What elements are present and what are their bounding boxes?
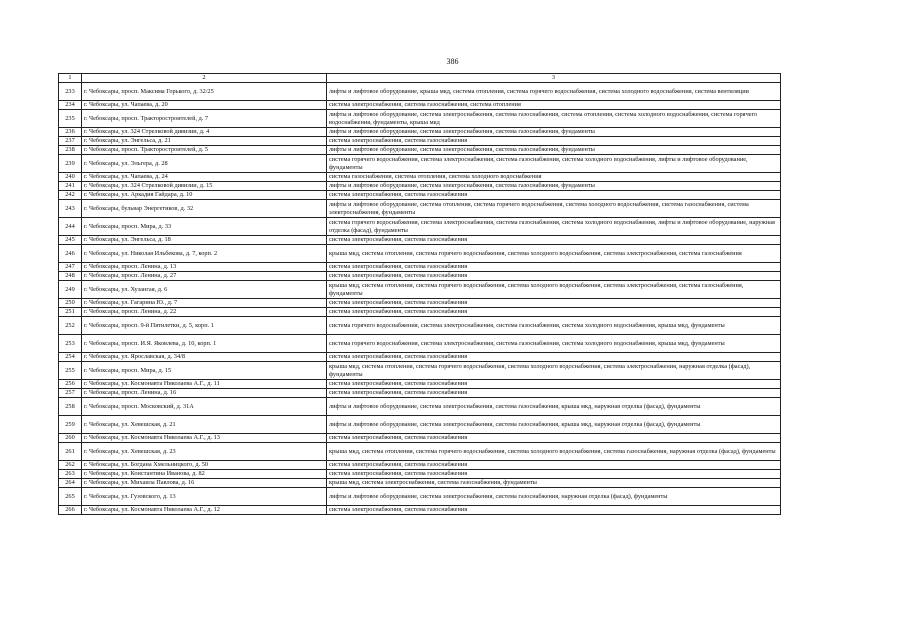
address-cell: г. Чебоксары, ул. Космонавта Николаева А.Г., д. 11 <box>82 380 327 389</box>
systems-cell: крыша мкд, система отопления, система горячего водоснабжения, система холодного водоснабжения, система газоснабжения, наружная отделка (фасад), фундаменты <box>327 443 781 461</box>
table-row <box>59 200 781 218</box>
address-cell: г. Чебоксары, просп. Ленина, д. 16 <box>82 389 327 398</box>
systems-cell: система электроснабжения, система газоснабжения <box>327 308 781 317</box>
row-number-cell: 251 <box>59 308 82 317</box>
row-number-cell: 254 <box>59 353 82 362</box>
row-number-cell: 266 <box>59 506 82 515</box>
row-number-cell: 233 <box>59 83 82 101</box>
row-number-cell: 263 <box>59 470 82 479</box>
address-cell: г. Чебоксары, ул. Энгельса, д. 18 <box>82 236 327 245</box>
table-row <box>59 281 781 299</box>
systems-cell: система горячего водоснабжения, система электроснабжения, система газоснабжения, система холодного водоснабжения, крыша мкд, фундаменты <box>327 335 781 353</box>
address-cell: г. Чебоксары, просп. Ленина, д. 27 <box>82 272 327 281</box>
row-number-cell: 241 <box>59 182 82 191</box>
address-cell: г. Чебоксары, просп. Московский, д. 31А <box>82 398 327 416</box>
row-number-cell: 244 <box>59 218 82 236</box>
systems-cell: крыша мкд, система отопления, система горячего водоснабжения, система холодного водоснабжения, система электроснабжения, система газоснабжения, фундаменты <box>327 281 781 299</box>
address-cell: г. Чебоксары, просп. Максима Горького, д. 32/25 <box>82 83 327 101</box>
row-number-cell: 262 <box>59 461 82 470</box>
address-cell: г. Чебоксары, ул. Гузовского, д. 13 <box>82 488 327 506</box>
address-cell: г. Чебоксары, ул. Чапаева, д. 20 <box>82 101 327 110</box>
address-cell: г. Чебоксары, просп. Тракторостроителей, д. 5 <box>82 146 327 155</box>
table-row <box>59 362 781 380</box>
row-number-cell: 248 <box>59 272 82 281</box>
address-cell: г. Чебоксары, просп. 9-й Пятилетки, д. 5, корп. 1 <box>82 317 327 335</box>
table-row <box>59 245 781 263</box>
row-number-cell: 255 <box>59 362 82 380</box>
table-row <box>59 470 781 479</box>
table-row <box>59 353 781 362</box>
row-number-cell: 264 <box>59 479 82 488</box>
address-cell: г. Чебоксары, просп. Ленина, д. 22 <box>82 308 327 317</box>
row-number-cell: 265 <box>59 488 82 506</box>
table-row <box>59 101 781 110</box>
address-cell: г. Чебоксары, ул. Ярославская, д. 34/8 <box>82 353 327 362</box>
header-cell-systems: 3 <box>327 74 781 83</box>
address-cell: г. Чебоксары, ул. Хевешская, д. 23 <box>82 443 327 461</box>
address-cell: г. Чебоксары, ул. Гагарина Ю., д. 7 <box>82 299 327 308</box>
row-number-cell: 260 <box>59 434 82 443</box>
table-row <box>59 380 781 389</box>
address-cell: г. Чебоксары, ул. Энгельса, д. 21 <box>82 137 327 146</box>
systems-cell: система горячего водоснабжения, система электроснабжения, система газоснабжения, система холодного водоснабжения, лифты и лифтовое оборудование, наружная отделка (фасад), фундаменты <box>327 218 781 236</box>
table-row <box>59 110 781 128</box>
systems-cell: система электроснабжения, система газоснабжения <box>327 137 781 146</box>
table-row <box>59 434 781 443</box>
systems-cell: система электроснабжения, система газоснабжения <box>327 389 781 398</box>
address-cell: г. Чебоксары, просп. Тракторостроителей, д. 7 <box>82 110 327 128</box>
table-row <box>59 416 781 434</box>
systems-cell: лифты и лифтовое оборудование, крыша мкд, система отопления, система горячего водоснабжения, система холодного водоснабжения, система вентиляции <box>327 83 781 101</box>
systems-cell: система электроснабжения, система газоснабжения <box>327 461 781 470</box>
table-row <box>59 317 781 335</box>
row-number-cell: 246 <box>59 245 82 263</box>
table-row <box>59 488 781 506</box>
table-row <box>59 308 781 317</box>
address-cell: г. Чебоксары, бульвар Энергетиков, д. 32 <box>82 200 327 218</box>
row-number-cell: 257 <box>59 389 82 398</box>
systems-cell: система горячего водоснабжения, система электроснабжения, система газоснабжения, система холодного водоснабжения, крыша мкд, фундаменты <box>327 317 781 335</box>
systems-cell: система электроснабжения, система газоснабжения <box>327 263 781 272</box>
table-row <box>59 191 781 200</box>
row-number-cell: 239 <box>59 155 82 173</box>
address-cell: г. Чебоксары, ул. Константина Иванова, д. 82 <box>82 470 327 479</box>
address-cell: г. Чебоксары, ул. Космонавта Николаева А.Г., д. 12 <box>82 506 327 515</box>
systems-cell: система электроснабжения, система газоснабжения, система отопления <box>327 101 781 110</box>
table-row <box>59 146 781 155</box>
address-cell: г. Чебоксары, ул. Чапаева, д. 24 <box>82 173 327 182</box>
address-cell: г. Чебоксары, ул. Богдана Хмельницкого, д. 50 <box>82 461 327 470</box>
address-cell: г. Чебоксары, просп. Мира, д. 15 <box>82 362 327 380</box>
table-row <box>59 272 781 281</box>
buildings-table <box>58 73 781 515</box>
address-cell: г. Чебоксары, ул. Николая Ильбекова, д. 7, корп. 2 <box>82 245 327 263</box>
table-row <box>59 83 781 101</box>
address-cell: г. Чебоксары, ул. Аркадия Гайдара, д. 10 <box>82 191 327 200</box>
row-number-cell: 256 <box>59 380 82 389</box>
row-number-cell: 240 <box>59 173 82 182</box>
address-cell: г. Чебоксары, ул. Хузангая, д. 6 <box>82 281 327 299</box>
table-row <box>59 461 781 470</box>
table-row <box>59 128 781 137</box>
systems-cell: система горячего водоснабжения, система электроснабжения, система газоснабжения, система холодного водоснабжения, лифты и лифтовое оборудование, фундаменты <box>327 155 781 173</box>
address-cell: г. Чебоксары, ул. Космонавта Николаева А.Г., д. 13 <box>82 434 327 443</box>
row-number-cell: 243 <box>59 200 82 218</box>
row-number-cell: 235 <box>59 110 82 128</box>
systems-cell: лифты и лифтовое оборудование, система электроснабжения, система газоснабжения, крыша мкд, наружная отделка (фасад), фундаменты <box>327 398 781 416</box>
row-number-cell: 237 <box>59 137 82 146</box>
row-number-cell: 238 <box>59 146 82 155</box>
systems-cell: лифты и лифтовое оборудование, система электроснабжения, система газоснабжения, система отопления, система холодного водоснабжения, система горячего водоснабжения, фундаменты, крыша мкд <box>327 110 781 128</box>
table-row <box>59 218 781 236</box>
row-number-cell: 242 <box>59 191 82 200</box>
systems-cell: лифты и лифтовое оборудование, система электроснабжения, система газоснабжения, наружная отделка (фасад), фундаменты <box>327 488 781 506</box>
table-row <box>59 398 781 416</box>
address-cell: г. Чебоксары, просп. И.Я. Яковлева, д. 10, корп. 1 <box>82 335 327 353</box>
row-number-cell: 245 <box>59 236 82 245</box>
systems-cell: система электроснабжения, система газоснабжения <box>327 353 781 362</box>
systems-cell: крыша мкд, система отопления, система горячего водоснабжения, система холодного водоснабжения, система электроснабжения, наружная отделка (фасад), фундаменты <box>327 362 781 380</box>
address-cell: г. Чебоксары, ул. Эльгера, д. 28 <box>82 155 327 173</box>
header-row <box>59 74 781 83</box>
table-row <box>59 443 781 461</box>
systems-cell: лифты и лифтовое оборудование, система электроснабжения, система газоснабжения, фундаменты <box>327 146 781 155</box>
row-number-cell: 253 <box>59 335 82 353</box>
header-cell-address: 2 <box>82 74 327 83</box>
table-row <box>59 299 781 308</box>
table-row <box>59 389 781 398</box>
systems-cell: лифты и лифтовое оборудование, система отопления, система горячего водоснабжения, система холодного водоснабжения, система газоснабжения, система электроснабжения, фундаменты <box>327 200 781 218</box>
table-row <box>59 137 781 146</box>
systems-cell: лифты и лифтовое оборудование, система электроснабжения, система газоснабжения, фундаменты <box>327 182 781 191</box>
row-number-cell: 259 <box>59 416 82 434</box>
systems-cell: система электроснабжения, система газоснабжения <box>327 272 781 281</box>
table-row <box>59 155 781 173</box>
systems-cell: крыша мкд, система электроснабжения, система газоснабжения, фундаменты <box>327 479 781 488</box>
row-number-cell: 258 <box>59 398 82 416</box>
row-number-cell: 236 <box>59 128 82 137</box>
systems-cell: система электроснабжения, система газоснабжения <box>327 380 781 389</box>
systems-cell: крыша мкд, система отопления, система горячего водоснабжения, система холодного водоснабжения, система электроснабжения, система газоснабжения <box>327 245 781 263</box>
row-number-cell: 250 <box>59 299 82 308</box>
address-cell: г. Чебоксары, ул. Хевешская, д. 21 <box>82 416 327 434</box>
systems-cell: лифты и лифтовое оборудование, система электроснабжения, система газоснабжения, крыша мкд, наружная отделка (фасад), фундаменты <box>327 416 781 434</box>
table-row <box>59 335 781 353</box>
systems-cell: система газоснабжения, система отопления, система холодного водоснабжения <box>327 173 781 182</box>
row-number-cell: 247 <box>59 263 82 272</box>
row-number-cell: 234 <box>59 101 82 110</box>
address-cell: г. Чебоксары, ул. 324 Стрелковой дивизии, д. 4 <box>82 128 327 137</box>
header-cell-number: 1 <box>59 74 82 83</box>
table-row <box>59 236 781 245</box>
address-cell: г. Чебоксары, просп. Ленина, д. 13 <box>82 263 327 272</box>
address-cell: г. Чебоксары, ул. Михаила Павлова, д. 16 <box>82 479 327 488</box>
row-number-cell: 249 <box>59 281 82 299</box>
table-body <box>59 74 781 515</box>
systems-cell: система электроснабжения, система газоснабжения <box>327 506 781 515</box>
systems-cell: система электроснабжения, система газоснабжения <box>327 470 781 479</box>
table-row <box>59 479 781 488</box>
table-row <box>59 173 781 182</box>
systems-cell: система электроснабжения, система газоснабжения <box>327 191 781 200</box>
row-number-cell: 261 <box>59 443 82 461</box>
systems-cell: система электроснабжения, система газоснабжения <box>327 299 781 308</box>
address-cell: г. Чебоксары, просп. Мира, д. 33 <box>82 218 327 236</box>
table-row <box>59 506 781 515</box>
systems-cell: система электроснабжения, система газоснабжения <box>327 236 781 245</box>
systems-cell: система электроснабжения, система газоснабжения <box>327 434 781 443</box>
table-row <box>59 263 781 272</box>
address-cell: г. Чебоксары, ул. 324 Стрелковой дивизии, д. 15 <box>82 182 327 191</box>
systems-cell: лифты и лифтовое оборудование, система электроснабжения, система газоснабжения, фундаменты <box>327 128 781 137</box>
page-number: 386 <box>446 57 459 66</box>
table-row <box>59 182 781 191</box>
row-number-cell: 252 <box>59 317 82 335</box>
